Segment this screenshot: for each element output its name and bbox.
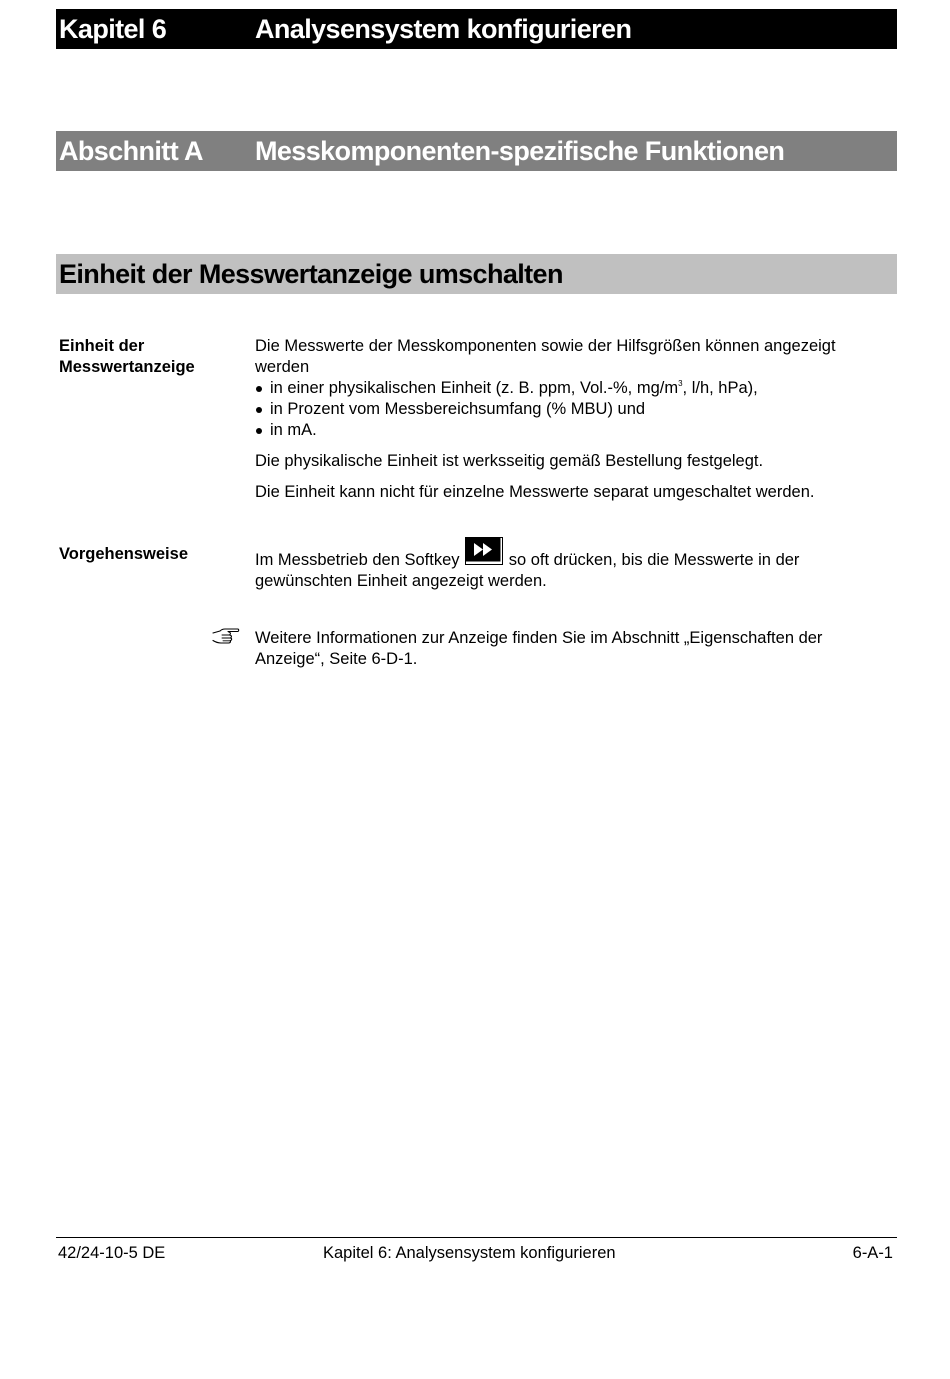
paragraph: Die Einheit kann nicht für einzelne Messwerte separat umgeschaltet werden. bbox=[255, 483, 815, 501]
pointing-hand-icon bbox=[212, 627, 240, 645]
chapter-label: Kapitel 6 bbox=[59, 14, 167, 44]
section-label: Abschnitt A bbox=[59, 136, 203, 166]
chapter-title: Analysensystem konfigurieren bbox=[255, 14, 632, 44]
footer-divider bbox=[56, 1237, 897, 1238]
note-text bbox=[255, 628, 885, 670]
section-title: Messkomponenten-spezifische Funktionen bbox=[255, 136, 785, 166]
bullet-text: , l/h, hPa), bbox=[682, 379, 758, 397]
chapter-header-bar bbox=[56, 9, 897, 49]
intro-line: Die Messwerte der Messkomponenten sowie der Hilfsgrößen können angezeigt bbox=[255, 337, 836, 355]
procedure-text-b: so oft drücken, bis die Messwerte in der bbox=[508, 551, 800, 569]
bullet-physical-unit bbox=[255, 378, 885, 399]
fast-forward-icon bbox=[465, 544, 503, 570]
note-line: Weitere Informationen zur Anzeige finden Sie im Abschnitt „Eigenschaften der bbox=[255, 629, 823, 647]
note-line: Anzeige“, Seite 6-D-1. bbox=[255, 650, 418, 668]
footer-chapter: Kapitel 6: Analysensystem konfigurieren bbox=[323, 1244, 616, 1262]
bullet-text: in einer physikalischen Einheit (z. B. ppm, Vol.-%, mg/m bbox=[270, 379, 679, 397]
footer-doc-number: 42/24-10-5 DE bbox=[58, 1244, 166, 1262]
label-line: Einheit der bbox=[59, 337, 145, 355]
unit-display-text bbox=[255, 336, 885, 503]
label-line: Messwertanzeige bbox=[59, 358, 195, 376]
procedure-text-a: Im Messbetrieb den Softkey bbox=[255, 551, 460, 569]
superscript: 3 bbox=[678, 379, 683, 388]
paragraph: Die physikalische Einheit ist werksseitig gemäß Bestellung festgelegt. bbox=[255, 452, 764, 470]
intro-line: werden bbox=[255, 358, 310, 376]
procedure-text bbox=[255, 544, 885, 592]
procedure-label: Vorgehensweise bbox=[59, 545, 188, 563]
procedure-text-line2: gewünschten Einheit angezeigt werden. bbox=[255, 572, 547, 590]
topic-header-bar bbox=[56, 254, 897, 294]
section-header-bar bbox=[56, 131, 897, 171]
footer-page-number: 6-A-1 bbox=[852, 1244, 893, 1262]
bullet-percent: in Prozent vom Messbereichsumfang (% MBU) und bbox=[255, 399, 885, 420]
topic-title: Einheit der Messwertanzeige umschalten bbox=[59, 259, 563, 289]
unit-display-label bbox=[59, 336, 195, 378]
bullet-ma: in mA. bbox=[255, 420, 885, 441]
